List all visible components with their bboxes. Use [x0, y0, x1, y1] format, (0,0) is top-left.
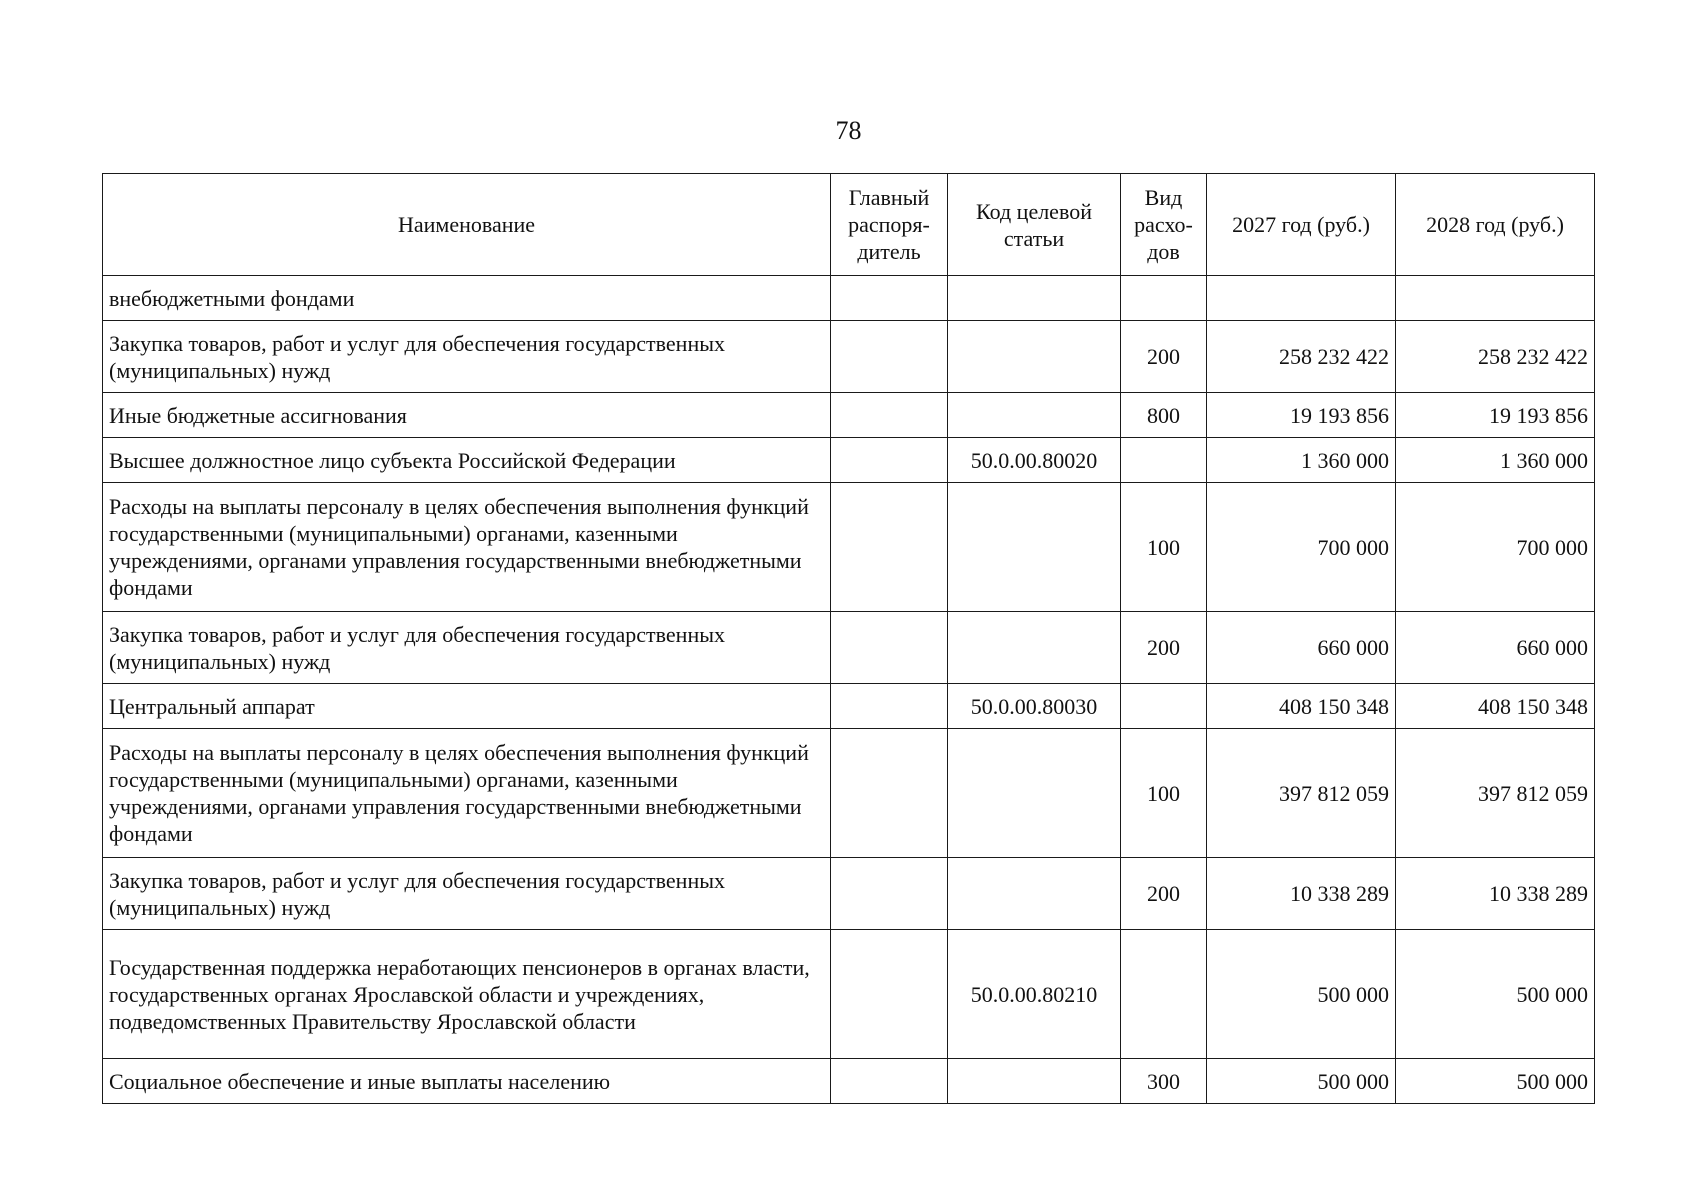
- cell-kind: 200: [1121, 321, 1207, 393]
- cell-2027: 397 812 059: [1207, 729, 1396, 858]
- cell-name: Иные бюджетные ассигнования: [103, 393, 831, 438]
- header-kind: Вид расхо-дов: [1121, 174, 1207, 276]
- cell-kind: 200: [1121, 612, 1207, 684]
- cell-code: [948, 729, 1121, 858]
- page-number: 78: [835, 116, 862, 145]
- header-2028: 2028 год (руб.): [1396, 174, 1595, 276]
- cell-name: Высшее должностное лицо субъекта Российской Федерации: [103, 438, 831, 483]
- cell-kind: 100: [1121, 483, 1207, 612]
- cell-2028: 500 000: [1396, 1059, 1595, 1104]
- cell-code: [948, 858, 1121, 930]
- cell-2028: 19 193 856: [1396, 393, 1595, 438]
- table-row: [103, 858, 1595, 930]
- cell-2027: 408 150 348: [1207, 684, 1396, 729]
- cell-code: 50.0.00.80210: [948, 930, 1121, 1059]
- header-name: Наименование: [103, 174, 831, 276]
- cell-code: 50.0.00.80020: [948, 438, 1121, 483]
- cell-name: Расходы на выплаты персоналу в целях обеспечения выполнения функций государственными (муниципальными) органами, казенными учреждениями, органами управления государственными внебюджетными фондами: [103, 483, 831, 612]
- cell-name: Закупка товаров, работ и услуг для обеспечения государственных (муниципальных) нужд: [103, 612, 831, 684]
- cell-manager: [831, 612, 948, 684]
- cell-kind: 300: [1121, 1059, 1207, 1104]
- table-header: [103, 174, 1595, 276]
- cell-2027: 500 000: [1207, 1059, 1396, 1104]
- cell-code: [948, 612, 1121, 684]
- cell-kind: [1121, 930, 1207, 1059]
- cell-code: [948, 321, 1121, 393]
- cell-manager: [831, 930, 948, 1059]
- cell-name: внебюджетными фондами: [103, 276, 831, 321]
- cell-manager: [831, 438, 948, 483]
- cell-kind: 200: [1121, 858, 1207, 930]
- header-manager: Главный распоря-дитель: [831, 174, 948, 276]
- cell-manager: [831, 1059, 948, 1104]
- cell-2028: 397 812 059: [1396, 729, 1595, 858]
- cell-2027: 10 338 289: [1207, 858, 1396, 930]
- cell-code: [948, 483, 1121, 612]
- table-row: [103, 729, 1595, 858]
- cell-2028: 1 360 000: [1396, 438, 1595, 483]
- table-row: [103, 483, 1595, 612]
- cell-2028: 408 150 348: [1396, 684, 1595, 729]
- table-row: [103, 438, 1595, 483]
- table-body: [103, 276, 1595, 1104]
- table-row: [103, 393, 1595, 438]
- cell-2027: 500 000: [1207, 930, 1396, 1059]
- cell-2028: 258 232 422: [1396, 321, 1595, 393]
- cell-2027: 1 360 000: [1207, 438, 1396, 483]
- header-code: Код целевой статьи: [948, 174, 1121, 276]
- cell-name: Закупка товаров, работ и услуг для обеспечения государственных (муниципальных) нужд: [103, 858, 831, 930]
- cell-manager: [831, 276, 948, 321]
- cell-name: Социальное обеспечение и иные выплаты населению: [103, 1059, 831, 1104]
- cell-code: 50.0.00.80030: [948, 684, 1121, 729]
- cell-2028: 10 338 289: [1396, 858, 1595, 930]
- table-row: [103, 276, 1595, 321]
- cell-2027: [1207, 276, 1396, 321]
- cell-manager: [831, 729, 948, 858]
- cell-kind: [1121, 438, 1207, 483]
- cell-manager: [831, 858, 948, 930]
- cell-code: [948, 393, 1121, 438]
- budget-table: [102, 173, 1595, 1104]
- cell-manager: [831, 684, 948, 729]
- cell-kind: 100: [1121, 729, 1207, 858]
- cell-kind: [1121, 276, 1207, 321]
- cell-name: Закупка товаров, работ и услуг для обеспечения государственных (муниципальных) нужд: [103, 321, 831, 393]
- cell-code: [948, 276, 1121, 321]
- cell-manager: [831, 483, 948, 612]
- cell-manager: [831, 321, 948, 393]
- cell-name: Государственная поддержка неработающих пенсионеров в органах власти, государственных органах Ярославской области и учреждениях, подведомственных Правительству Ярославской области: [103, 930, 831, 1059]
- cell-2027: 700 000: [1207, 483, 1396, 612]
- table-row: [103, 1059, 1595, 1104]
- cell-2028: 700 000: [1396, 483, 1595, 612]
- table-row: [103, 930, 1595, 1059]
- cell-2027: 258 232 422: [1207, 321, 1396, 393]
- cell-name: Расходы на выплаты персоналу в целях обеспечения выполнения функций государственными (муниципальными) органами, казенными учреждениями, органами управления государственными внебюджетными фондами: [103, 729, 831, 858]
- cell-2027: 660 000: [1207, 612, 1396, 684]
- header-row: [103, 174, 1595, 276]
- cell-2028: 500 000: [1396, 930, 1595, 1059]
- cell-kind: [1121, 684, 1207, 729]
- cell-2027: 19 193 856: [1207, 393, 1396, 438]
- cell-manager: [831, 393, 948, 438]
- table-row: [103, 612, 1595, 684]
- cell-name: Центральный аппарат: [103, 684, 831, 729]
- cell-code: [948, 1059, 1121, 1104]
- cell-kind: 800: [1121, 393, 1207, 438]
- cell-2028: [1396, 276, 1595, 321]
- table-row: [103, 684, 1595, 729]
- table-row: [103, 321, 1595, 393]
- header-2027: 2027 год (руб.): [1207, 174, 1396, 276]
- cell-2028: 660 000: [1396, 612, 1595, 684]
